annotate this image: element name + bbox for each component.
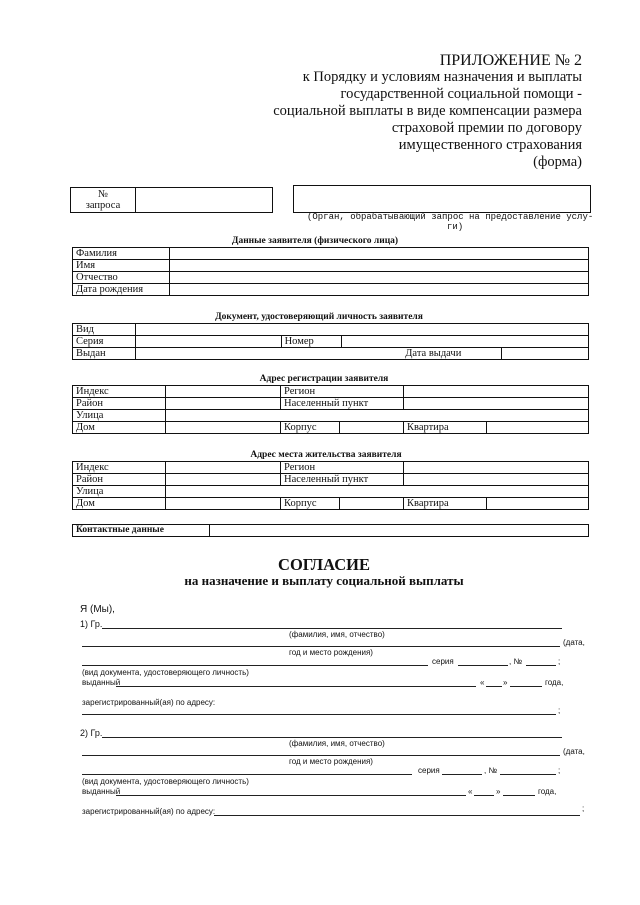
person1-month-field[interactable] xyxy=(510,686,542,687)
person2-address-field[interactable] xyxy=(214,815,580,816)
person2-series-field[interactable] xyxy=(442,774,482,775)
applicant-section-title: Данные заявителя (физического лица) xyxy=(231,236,399,246)
header-line: государственной социальной помощи - xyxy=(340,86,582,102)
applicant-label: Дата рождения xyxy=(73,284,170,296)
reg-index-label: Индекс xyxy=(73,386,166,398)
person2-issuer-field[interactable] xyxy=(116,795,466,796)
person1-day-field[interactable] xyxy=(486,686,502,687)
reg-house-field[interactable] xyxy=(166,422,281,434)
year-label: года, xyxy=(545,678,564,687)
person2-month-field[interactable] xyxy=(503,795,535,796)
live-building-cell xyxy=(281,498,404,510)
appendix-number: ПРИЛОЖЕНИЕ № 2 xyxy=(439,52,582,69)
header-line: социальной выплаты в виде компенсации размера xyxy=(273,103,582,119)
doc-issued-field[interactable] xyxy=(136,348,342,360)
request-number-box xyxy=(70,187,273,213)
header-line: страховой премии по договору xyxy=(391,120,582,136)
doc-series-field[interactable] xyxy=(136,336,281,348)
document-section-title: Документ, удостоверяющий личность заявителя xyxy=(215,312,423,322)
live-flat-field[interactable] xyxy=(487,498,589,510)
person2-birth-field[interactable] xyxy=(82,755,560,756)
consent-title: СОГЛАСИЕ xyxy=(278,555,370,574)
request-number-field[interactable] xyxy=(136,188,273,213)
live-address-title: Адрес места жительства заявителя xyxy=(250,450,402,460)
reg-address-table xyxy=(72,385,589,434)
person1-series-field[interactable] xyxy=(458,665,508,666)
reg-address-title: Адрес регистрации заявителя xyxy=(259,374,389,384)
doc-number-field[interactable] xyxy=(341,336,588,348)
person1-birth-field[interactable] xyxy=(82,646,560,647)
person1-number-field[interactable] xyxy=(526,665,556,666)
reg-region-label: Регион xyxy=(281,386,404,398)
live-region-field[interactable] xyxy=(404,462,589,474)
live-district-label: Район xyxy=(73,474,166,486)
series-label: серия xyxy=(418,766,440,775)
organ-caption: (Орган, обрабатывающий запрос на предоставление услу- xyxy=(307,212,594,222)
number-label: , № xyxy=(484,766,498,775)
date-caption: (дата, xyxy=(563,638,585,647)
quote-left: « xyxy=(480,678,485,687)
person1-address-field[interactable] xyxy=(82,714,556,715)
doc-type-field[interactable] xyxy=(136,324,589,336)
applicant-label: Имя xyxy=(73,260,170,272)
organ-field[interactable] xyxy=(293,185,591,213)
doc-issue-date-field[interactable] xyxy=(501,348,588,360)
series-label: серия xyxy=(432,657,454,666)
fio-caption: (фамилия, имя, отчество) xyxy=(289,630,385,639)
number-label: , № xyxy=(509,657,523,666)
live-house-label: Дом xyxy=(73,498,166,510)
applicant-label: Отчество xyxy=(73,272,170,284)
header-line: к Порядку и условиям назначения и выплаты xyxy=(302,69,582,85)
doc-type-caption: (вид документа, удостоверяющего личность) xyxy=(82,668,249,677)
person2-number-field[interactable] xyxy=(500,774,556,775)
quote-right: » xyxy=(496,787,501,796)
live-street-field[interactable] xyxy=(166,486,589,498)
doc-number-label: Номер xyxy=(281,336,341,348)
issued-label: выданный xyxy=(82,787,121,796)
reg-locality-field[interactable] xyxy=(404,398,589,410)
reg-flat-field[interactable] xyxy=(487,422,589,434)
reg-building-label: Корпус xyxy=(281,422,340,433)
live-locality-field[interactable] xyxy=(404,474,589,486)
person2-doc-type-field[interactable] xyxy=(82,774,412,775)
registered-label: зарегистрированный(ая) по адресу: xyxy=(82,698,216,707)
surname-field[interactable] xyxy=(170,248,589,260)
contacts-label: Контактные данные xyxy=(73,525,210,537)
person1-label: 1) Гр. xyxy=(80,619,103,629)
quote-right: » xyxy=(503,678,508,687)
applicant-table xyxy=(72,247,589,296)
live-locality-label: Населенный пункт xyxy=(281,474,404,486)
registered-label: зарегистрированный(ая) по адресу: xyxy=(82,807,216,816)
live-index-label: Индекс xyxy=(73,462,166,474)
organ-caption-end: ги) xyxy=(447,222,464,232)
name-field[interactable] xyxy=(170,260,589,272)
contacts-field[interactable] xyxy=(210,525,589,537)
doc-issued-label: Выдан xyxy=(73,348,136,360)
reg-district-label: Район xyxy=(73,398,166,410)
reg-locality-label: Населенный пункт xyxy=(281,398,404,410)
live-district-field[interactable] xyxy=(166,474,281,486)
semicolon: ; xyxy=(558,706,561,715)
year-label: года, xyxy=(538,787,557,796)
appendix-header xyxy=(273,52,582,171)
person1-issuer-field[interactable] xyxy=(116,686,476,687)
reg-building-cell xyxy=(281,422,404,434)
live-house-field[interactable] xyxy=(166,498,281,510)
doc-series-label: Серия xyxy=(73,336,136,348)
reg-region-field[interactable] xyxy=(404,386,589,398)
reg-house-label: Дом xyxy=(73,422,166,434)
person2-fio-field[interactable] xyxy=(102,737,562,738)
consent-subtitle: на назначение и выплату социальной выплаты xyxy=(184,573,464,588)
birthdate-field[interactable] xyxy=(170,284,589,296)
reg-district-field[interactable] xyxy=(166,398,281,410)
reg-street-field[interactable] xyxy=(166,410,589,422)
consent-intro: Я (Мы), xyxy=(80,604,115,615)
quote-left: « xyxy=(468,787,473,796)
doc-issue-date-label: Дата выдачи xyxy=(341,348,501,360)
fio-caption: (фамилия, имя, отчество) xyxy=(289,739,385,748)
no-label: № xyxy=(97,189,109,200)
request-label: запроса xyxy=(85,200,121,211)
birth-caption: год и место рождения) xyxy=(289,757,373,766)
patronymic-field[interactable] xyxy=(170,272,589,284)
person2-label: 2) Гр. xyxy=(80,728,103,738)
request-number-label xyxy=(71,188,136,213)
reg-flat-label: Квартира xyxy=(404,422,487,434)
document-table xyxy=(72,323,589,360)
person1-doc-type-field[interactable] xyxy=(82,665,428,666)
person2-day-field[interactable] xyxy=(474,795,494,796)
doc-type-label: Вид xyxy=(73,324,136,336)
contacts-table xyxy=(72,524,589,537)
live-index-field[interactable] xyxy=(166,462,281,474)
live-street-label: Улица xyxy=(73,486,166,498)
semicolon: ; xyxy=(558,657,561,666)
person1-fio-field[interactable] xyxy=(102,628,562,629)
birth-caption: год и место рождения) xyxy=(289,648,373,657)
header-line: имущественного страхования xyxy=(398,137,582,153)
semicolon: ; xyxy=(582,804,585,813)
live-flat-label: Квартира xyxy=(404,498,487,510)
issued-label: выданный xyxy=(82,678,121,687)
doc-type-caption: (вид документа, удостоверяющего личность) xyxy=(82,777,249,786)
reg-street-label: Улица xyxy=(73,410,166,422)
reg-index-field[interactable] xyxy=(166,386,281,398)
live-building-label: Корпус xyxy=(281,498,340,509)
semicolon: ; xyxy=(558,766,561,775)
header-line: (форма) xyxy=(533,154,582,170)
live-region-label: Регион xyxy=(281,462,404,474)
live-address-table xyxy=(72,461,589,510)
date-caption: (дата, xyxy=(563,747,585,756)
applicant-label: Фамилия xyxy=(73,248,170,260)
